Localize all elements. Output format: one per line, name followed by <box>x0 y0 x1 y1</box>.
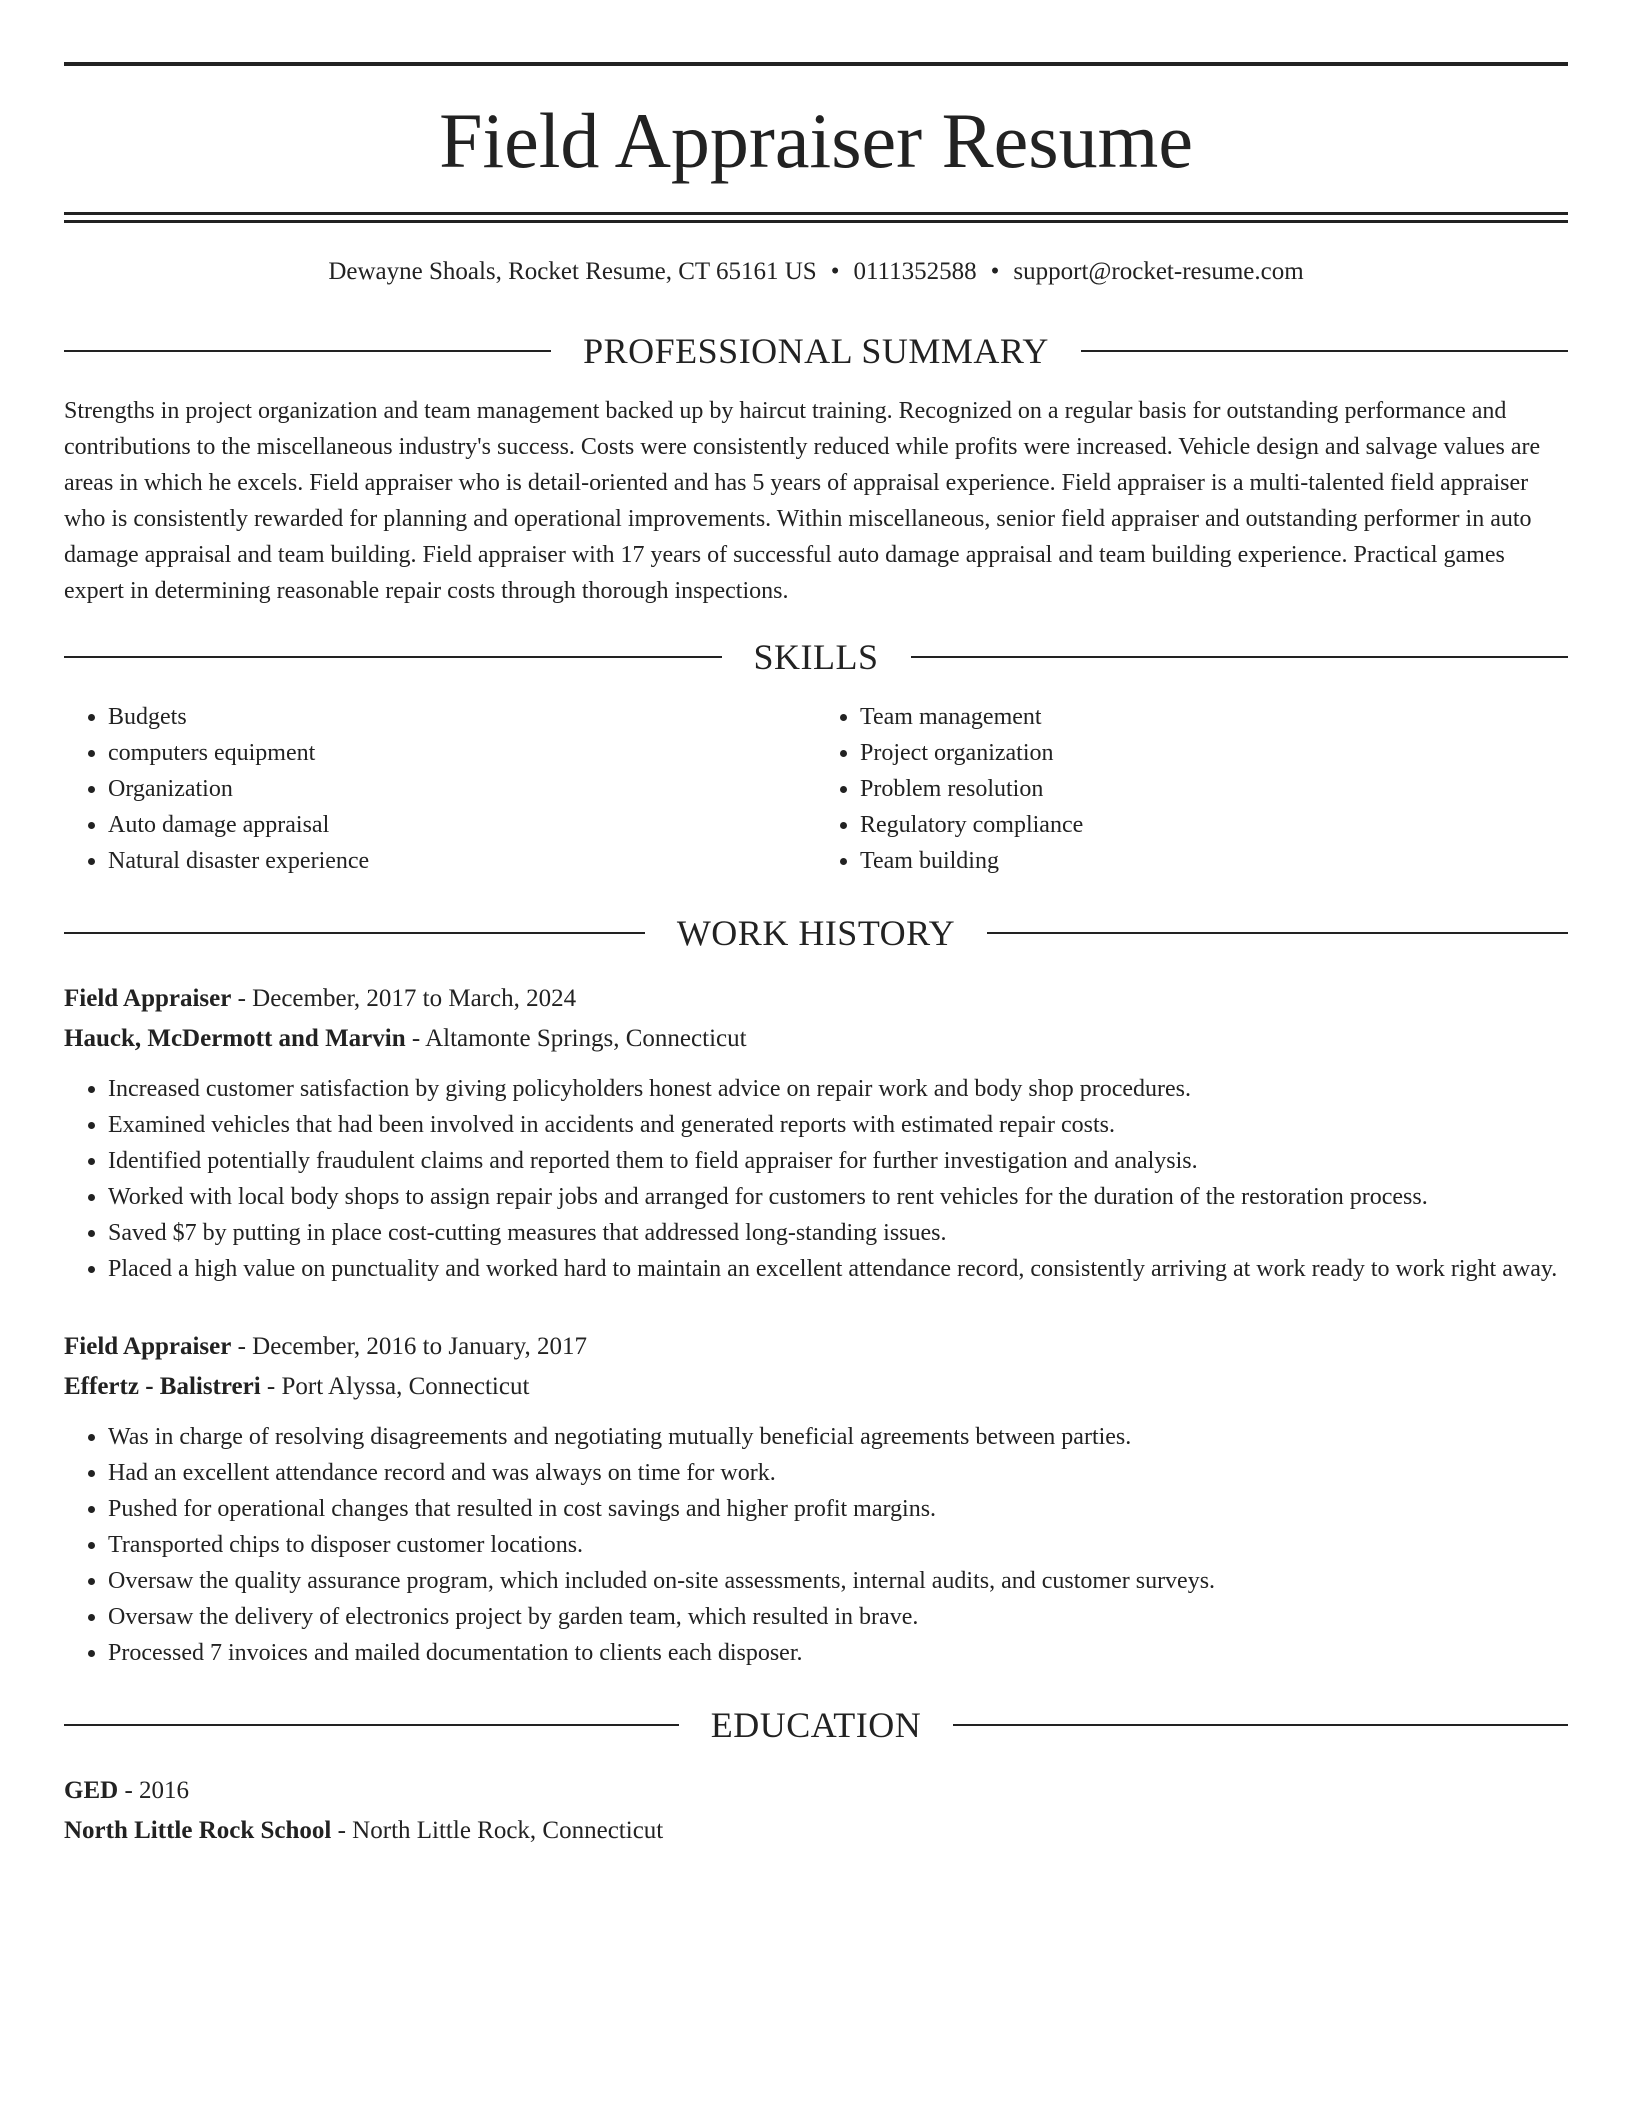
skill-item: • Team building <box>860 843 1568 879</box>
education-degree: GED <box>64 1777 119 1804</box>
skill-item: • Project organization <box>860 735 1568 771</box>
summary-paragraph: Strengths in project organization and team management backed up by haircut training. Recognized on a regular basis for outstanding performance and contributions to the miscellaneous industry's success. Costs were consistently reduced while profits were increased. Vehicle design and salvage values are areas in which he excels. Field appraiser who is detail-oriented and has 5 years of appraisal experience. Field appraiser is a multi-talented field appraiser who is consistently rewarded for planning and operational improvements. Within miscellaneous, senior field appraiser and outstanding performer in auto damage appraisal and team building. Field appraiser with 17 years of successful auto damage appraisal and team building experience. Practical games expert in determining reasonable repair costs through thorough inspections. <box>64 398 1541 604</box>
job-bullet: • Saved $7 by putting in place cost-cutting measures that addressed long-standing issues. <box>108 1215 1568 1251</box>
job-company: Hauck, McDermott and Marvin <box>64 1025 406 1052</box>
job-location: - Port Alyssa, Connecticut <box>260 1373 530 1400</box>
section-title: SKILLS <box>753 637 879 677</box>
section-header-education <box>64 1705 1568 1745</box>
skills-column-left <box>64 699 816 879</box>
section-header-summary <box>64 331 1568 371</box>
job-bullet: • Increased customer satisfaction by giving policyholders honest advice on repair work and body shop procedures. <box>108 1071 1568 1107</box>
job-entry <box>64 979 1568 1287</box>
job-bullet: • Oversaw the delivery of electronics project by garden team, which resulted in brave. <box>108 1599 1568 1635</box>
job-bullets <box>64 1419 1568 1671</box>
top-rule <box>64 62 1568 66</box>
education-year: - 2016 <box>118 1777 190 1804</box>
education-degree-line <box>64 1771 1568 1811</box>
job-bullet: • Pushed for operational changes that resulted in cost savings and higher profit margins. <box>108 1491 1568 1527</box>
divider-line <box>1081 350 1568 352</box>
job-bullet: • Placed a high value on punctuality and worked hard to maintain an excellent attendance record, consistently arriving at work ready to work right away. <box>108 1251 1568 1287</box>
divider-line <box>64 932 645 934</box>
job-bullet: • Worked with local body shops to assign repair jobs and arranged for customers to rent vehicles for the duration of the restoration process. <box>108 1179 1568 1215</box>
contact-separator: • <box>830 258 840 285</box>
job-title: Field Appraiser <box>64 1333 232 1360</box>
skill-item: • Budgets <box>108 699 816 735</box>
divider-line <box>64 656 722 658</box>
divider-line <box>64 1724 679 1726</box>
job-title-line <box>64 979 1568 1019</box>
skill-item: • Auto damage appraisal <box>108 807 816 843</box>
job-company: Effertz - Balistreri <box>64 1373 261 1400</box>
skill-item: • computers equipment <box>108 735 816 771</box>
title-double-rule <box>64 212 1568 223</box>
education-entry <box>64 1771 1568 1851</box>
job-bullet: • Transported chips to disposer customer locations. <box>108 1527 1568 1563</box>
job-bullet: • Was in charge of resolving disagreements and negotiating mutually beneficial agreements between parties. <box>108 1419 1568 1455</box>
contact-address: Dewayne Shoals, Rocket Resume, CT 65161 US <box>328 258 817 285</box>
job-location: - Altamonte Springs, Connecticut <box>405 1025 747 1052</box>
skill-item: • Natural disaster experience <box>108 843 816 879</box>
job-company-line <box>64 1367 1568 1407</box>
skill-item: • Regulatory compliance <box>860 807 1568 843</box>
divider-line <box>64 350 551 352</box>
page-title: Field Appraiser Resume <box>439 97 1193 184</box>
contact-separator: • <box>990 258 1000 285</box>
contact-email: support@rocket-resume.com <box>1013 258 1304 285</box>
divider-line <box>953 1724 1568 1726</box>
skills-column-right <box>816 699 1568 879</box>
section-header-work <box>64 913 1568 953</box>
skill-item: • Organization <box>108 771 816 807</box>
skill-item: • Problem resolution <box>860 771 1568 807</box>
section-header-skills <box>64 637 1568 677</box>
section-title: EDUCATION <box>710 1705 922 1745</box>
education-school-line <box>64 1811 1568 1851</box>
job-bullet: • Examined vehicles that had been involved in accidents and generated reports with estimated repair costs. <box>108 1107 1568 1143</box>
section-title: WORK HISTORY <box>676 913 956 953</box>
education-school: North Little Rock School <box>64 1817 332 1844</box>
job-bullet: • Had an excellent attendance record and was always on time for work. <box>108 1455 1568 1491</box>
job-bullet: • Processed 7 invoices and mailed documentation to clients each disposer. <box>108 1635 1568 1671</box>
job-title-line <box>64 1327 1568 1367</box>
job-entry <box>64 1327 1568 1671</box>
contact-phone: 0111352588 <box>853 258 977 285</box>
job-bullet: • Oversaw the quality assurance program, which included on-site assessments, internal audits, and customer surveys. <box>108 1563 1568 1599</box>
skills-list <box>64 699 1568 879</box>
divider-line <box>911 656 1569 658</box>
skill-item: • Team management <box>860 699 1568 735</box>
contact-line <box>64 257 1568 287</box>
job-dates: - December, 2017 to March, 2024 <box>231 985 577 1012</box>
section-title: PROFESSIONAL SUMMARY <box>583 331 1049 371</box>
job-title: Field Appraiser <box>64 985 232 1012</box>
divider-line <box>987 932 1568 934</box>
job-company-line <box>64 1019 1568 1059</box>
education-location: - North Little Rock, Connecticut <box>331 1817 664 1844</box>
job-bullets <box>64 1071 1568 1287</box>
job-dates: - December, 2016 to January, 2017 <box>231 1333 587 1360</box>
job-bullet: • Identified potentially fraudulent claims and reported them to field appraiser for further investigation and analysis. <box>108 1143 1568 1179</box>
